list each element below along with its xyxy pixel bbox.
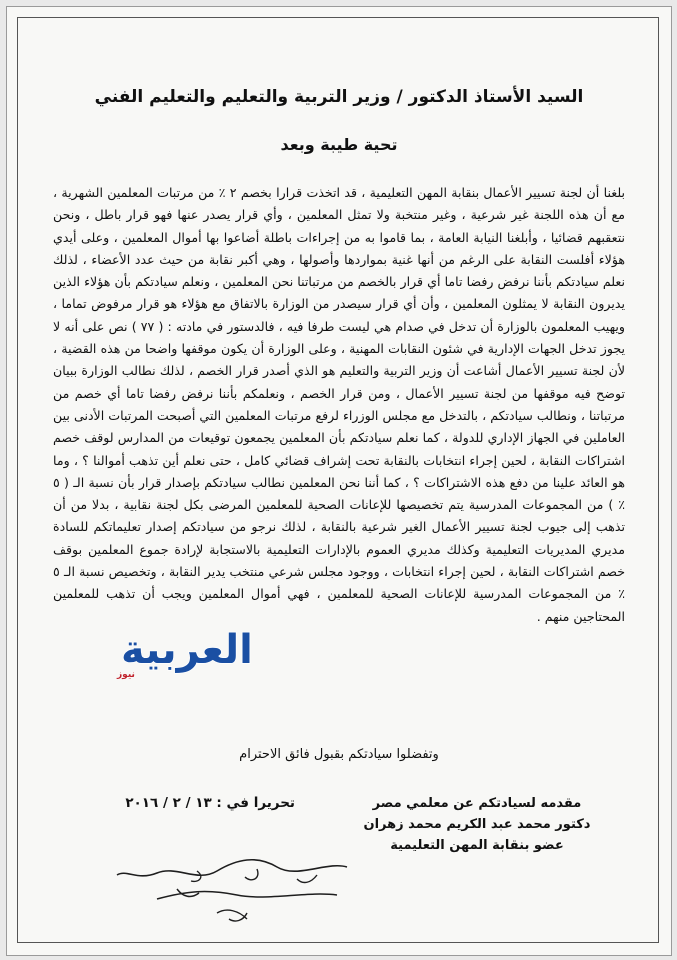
sender-block	[327, 793, 627, 856]
sender-line-3: عضو بنقابة المهن التعليمية	[390, 838, 564, 853]
handwritten-signature	[97, 855, 357, 935]
logo-wordmark: العربية	[121, 627, 253, 673]
letter-body: بلغنا أن لجنة تسيير الأعمال بنقابة المهن التعليمية ، قد اتخذت قرارا بخصم ٢ ٪ من مرتبات المعلمين الشهرية ، مع أن هذه اللجنة غير شرعية ، وغير منتخبة ولا تمثل المعلمين ، وأي قرار يصدر عنها فهو قرار باطل ، ونحن نتعقبهم قضائيا ، وأبلغنا النيابة العامة ، بما قاموا به من إجراءات باطلة أضاعوا بها أموال المعلمين ، وعلى أيدي هؤلاء أفلست النقابة على الرغم من أنها غنية بمواردها وأصولها ، وهي أكبر نقابة من حيث عدد الأعضاء ، لذلك نعلم سيادتكم بأننا نرفض رفضا تاما أي قرار بالخصم من مرتباتنا نحن المعلمين ، ونعلم سيادتكم بأن هؤلاء الذين يديرون النقابة لا يمثلون المعلمين ، وأن أي قرار سيصدر من الوزارة بالاتفاق مع هؤلاء هو قرار مرفوض تماما ، ويهيب المعلمون بالوزارة أن تدخل في صدام هي ليست طرفا فيه ، فالدستور في مادته : ( ٧٧ ) نص على أنه لا يجوز تدخل الجهات الإدارية في شئون النقابات المهنية ، وعلى الوزارة أن يكون موقفها واضحا من هذه القضية ، لأن لجنة تسيير الأعمال أشاعت أن وزير التربية والتعليم هو الذي أصدر قرار الخصم ، لذلك نطالب الوزارة ببيان توضح فيه موقفها من لجنة تسيير الأعمال ، ومن قرار الخصم ، ونعلمكم بأننا نرفض رفضا تاما أي خصم من مرتباتنا ، ونطالب سيادتكم ، بالتدخل مع مجلس الوزراء لرفع مرتبات المعلمين التي أصبحت المرتبات الأدنى بين العاملين في الجهاز الإداري للدولة ، كما نعلم سيادتكم بأن المعلمين يجمعون توقيعات من المدارس لوقف خصم اشتراكات النقابة ، لحين إجراء انتخابات بالنقابة تحت إشراف قضائي كامل ، حتى نعلم أين تذهب أموالنا ؟ ، وما هو العائد علينا من دفع هذه الاشتراكات ؟ ، كما أننا نحن المعلمين نطالب سيادتكم بإصدار قرار بأن نسبة الـ ( ٥ ٪ ) من المجموعات المدرسية يتم تخصيصها للإعانات الصحية للمعلمين المرضى بكل لجنة نقابية ، بدلا من أن تذهب إلى جيوب لجنة تسيير الأعمال الغير شرعية بالنقابة ، لذلك نرجو من سيادتكم إصدار تعليماتكم للسادة مديري المديريات التعليمية وكذلك مديري العموم بالإدارات التعليمية بالاستجابة لإرادة جموع المعلمين بوقف خصم اشتراكات النقابة ، لحين إجراء انتخابات ، ووجود مجلس شرعي منتخب يدير النقابة ، وتخصيص نسبة الـ ٥ ٪ من المجموعات المدرسية للإعانات الصحية للمعلمين ، فهي أموال المعلمين ويجب أن تذهب للمعلمين المحتاجين منهم .	[53, 185, 625, 624]
closing-line: وتفضلوا سيادتكم بقبول فائق الاحترام	[239, 747, 439, 762]
alarabiya-news-logo	[11, 615, 253, 681]
date-line: تحريرا في : ١٣ / ٢ / ٢٠١٦	[125, 795, 295, 811]
sender-line-2: دكتور محمد عبد الكريم محمد زهران	[363, 817, 591, 832]
document-page	[6, 6, 672, 956]
addressee-line: السيد الأستاذ الدكتور / وزير التربية والتعليم والتعليم الفني	[94, 87, 584, 107]
logo-subtext: نيوز	[117, 670, 135, 680]
sender-line-1: مقدمه لسيادتكم عن معلمي مصر	[372, 796, 582, 811]
greeting-line: تحية طيبة وبعد	[280, 135, 398, 154]
